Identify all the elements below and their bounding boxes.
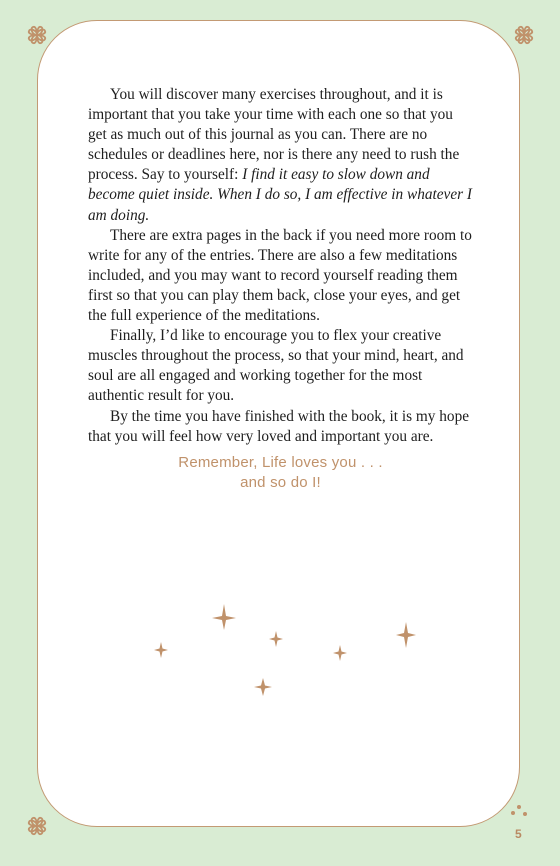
clover-icon [511,22,537,48]
closing-line-2: and so do I! [240,474,321,491]
closing-line-1: Remember, Life loves you . . . [178,454,383,471]
paragraph-1: You will discover many exercises throughout, and it is important that you take your time with each one so that you get as much out of this journal as you can. There are no schedules or deadlines here, nor is there any need to rush the process. Say to yourself: I find it easy to slow down and become quiet inside. When I do so, I am effective in whatever I am doing. [88,86,472,224]
page-number: 5 [515,827,522,841]
paragraph-3: Finally, I’d like to encourage you to flex your creative muscles throughout the process, so that your mind, heart, and soul are all engaged and working together for the most authentic result for you. [88,327,464,405]
body-text [88,85,473,447]
clover-icon [24,22,50,48]
paragraph-2: There are extra pages in the back if you need more room to write for any of the entries. There are also a few meditations included, and you may want to record yourself reading them first so that you can play them back, close your eyes, and get the full experience of the meditations. [88,226,472,325]
dots-icon [508,804,530,826]
clover-icon [24,813,50,839]
paragraph-4: By the time you have finished with the book, it is my hope that you will feel how very loved and important you are. [88,407,470,445]
affirmation-text: I find it easy to slow down and become quiet inside. When I do so, I am effective in whatever I am doing. [88,166,472,224]
closing-message [88,453,473,493]
